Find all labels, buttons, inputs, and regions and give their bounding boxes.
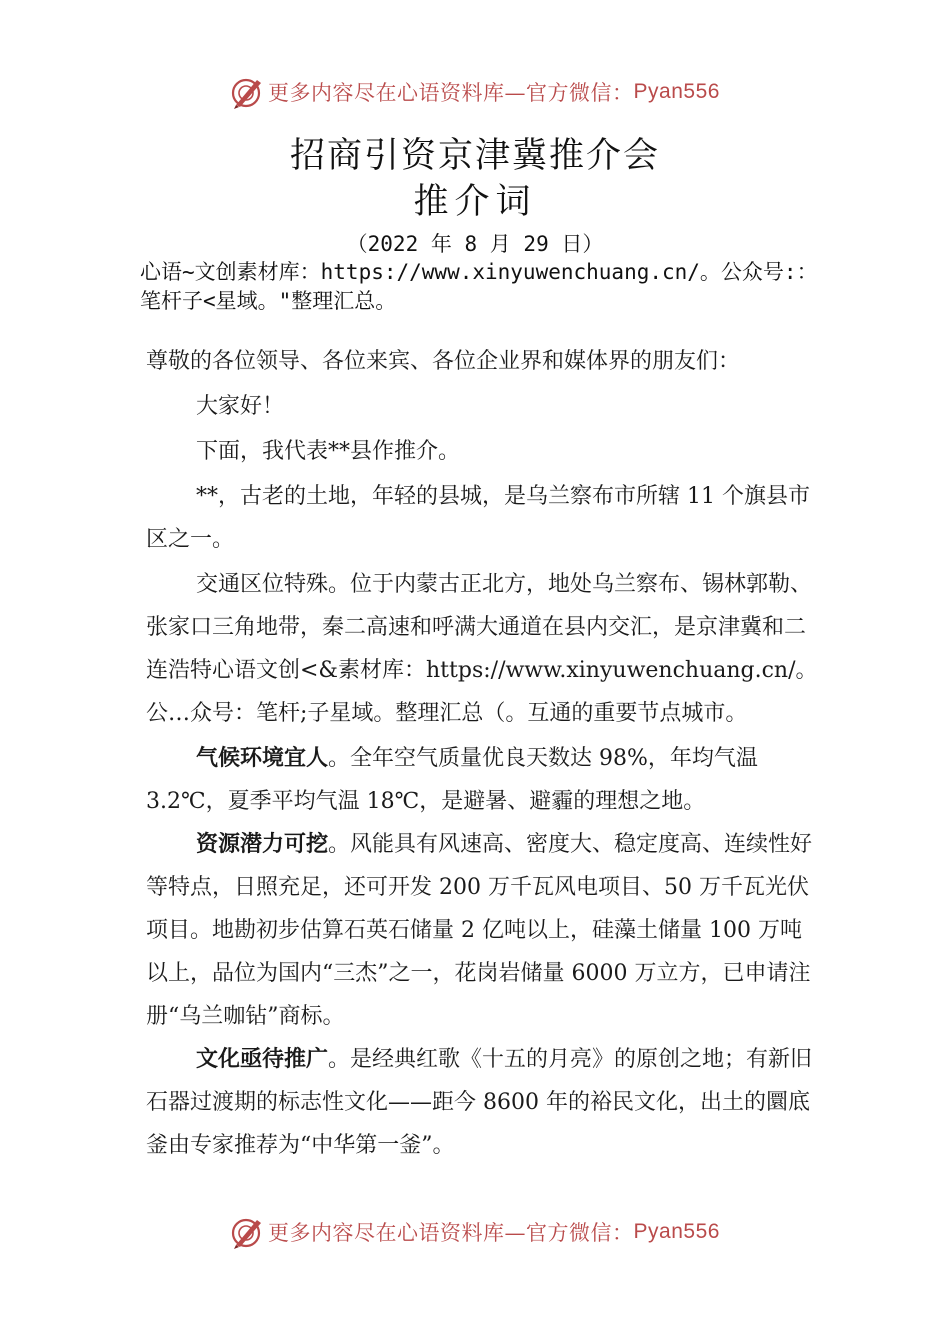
climate-body: 。全年空气质量优良天数达 98%，年均气温 3.2℃，夏季平均气温 18℃，是避暑、避霾的理想之地。 <box>146 746 758 814</box>
pen-logo-icon <box>230 1215 264 1249</box>
source-note: 心语~文创素材库：https://www.xinyuwenchuang.cn/。公众号:：笔杆子<星域。"整理汇总。 <box>140 260 818 313</box>
hello-paragraph: 大家好！ <box>196 394 285 419</box>
pen-logo-icon <box>230 75 264 109</box>
banner-text: 更多内容尽在心语资料库—官方微信： <box>268 81 634 105</box>
document-date: （2022 年 8 月 29 日） <box>346 232 604 256</box>
banner-text: 更多内容尽在心语资料库—官方微信： <box>268 1221 634 1245</box>
climate-paragraph <box>146 737 818 823</box>
banner-wechat-id: Pyan556 <box>633 80 720 103</box>
culture-paragraph <box>146 1038 818 1167</box>
footer-banner <box>0 1212 950 1252</box>
banner-wechat-id: Pyan556 <box>633 1220 720 1243</box>
greeting-paragraph: 尊敬的各位领导、各位来宾、各位企业界和媒体界的朋友们： <box>146 349 741 374</box>
overview-paragraph: **，古老的土地，年轻的县城，是乌兰察布市所辖 11 个旗县市区之一。 <box>146 484 810 552</box>
resource-body: 。风能具有风速高、密度大、稳定度高、连续性好等特点，日照充足，还可开发 200 万千瓦风电项目、50 万千瓦光伏项目。地勘初步估算石英石储量 2 亿吨以上，硅藻土储量 100 万吨以上，品位为国内“三杰”之一，花岗岩储量 6000 万立方，已申请注册“乌兰咖钻”商标。 <box>146 832 813 1029</box>
document-title: 招商引资京津冀推介会 <box>289 136 660 176</box>
traffic-paragraph: 交通区位特殊。位于内蒙古正北方，地处乌兰察布、锡林郭勒、张家口三角地带，秦二高速和呼满大通道在县内交汇，是京津冀和二连浩特心语文创<&素材库：https://www.xinyuwenchuang.cn/。公…众号：笔杆;子星域。整理汇总（。互通的重要节点城市。 <box>146 572 818 726</box>
culture-heading: 文化亟待推广 <box>196 1047 329 1072</box>
resource-paragraph <box>146 823 818 1038</box>
intro-paragraph: 下面，我代表**县作推介。 <box>196 439 461 464</box>
document-subtitle: 推介词 <box>413 182 537 222</box>
document-body <box>146 340 818 1167</box>
resource-heading: 资源潜力可挖 <box>196 832 329 857</box>
climate-heading: 气候环境宜人 <box>196 746 329 771</box>
header-banner <box>0 72 950 112</box>
culture-body: 。是经典红歌《十五的月亮》的原创之地；有新旧石器过渡期的标志性文化——距今 8600 年的裕民文化，出土的圜底釜由专家推荐为“中华第一釜”。 <box>146 1047 813 1158</box>
